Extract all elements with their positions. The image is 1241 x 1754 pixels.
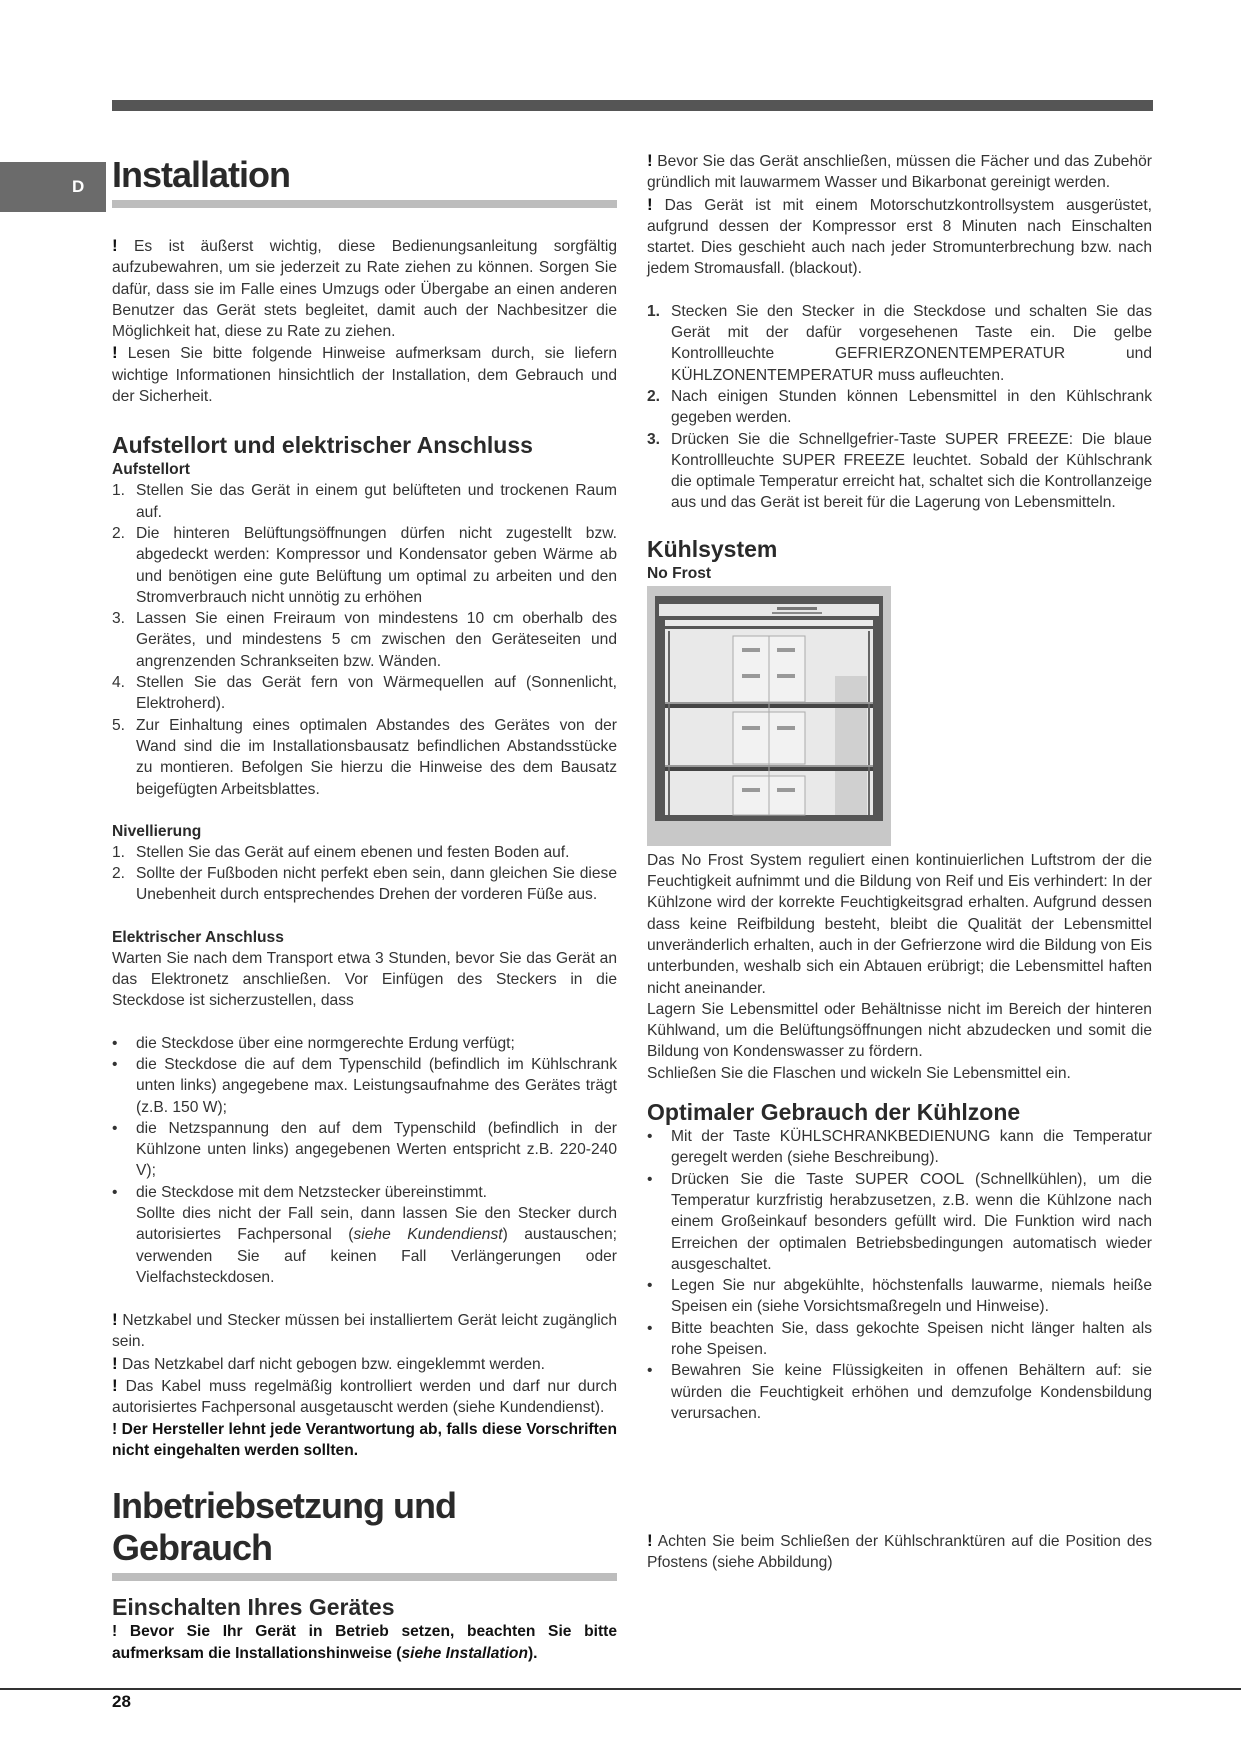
- list-item: 3. Lassen Sie einen Freiraum von mindestens 10 cm oberhalb des Gerätes, und mindestens 5 cm zwischen den Geräteseiten und angrenzenden Schrankseiten bzw. Wänden.: [112, 610, 617, 670]
- nivellierung-heading: Nivellierung: [112, 822, 202, 840]
- kuehlsystem-heading: Kühlsystem: [647, 535, 778, 562]
- fridge-illustration: [647, 586, 891, 846]
- einschalten-heading: Einschalten Ihres Gerätes: [112, 1594, 395, 1621]
- title-rule: [112, 1573, 617, 1581]
- list-item: • Legen Sie nur abgekühlte, höchstenfalls lauwarme, niemals heiße Speisen ein (siehe Vorsichtsmaßregeln und Hinweise).: [647, 1277, 1152, 1316]
- title-rule: [112, 200, 617, 208]
- inbetrieb-title: Inbetriebsetzung und Gebrauch: [112, 1485, 456, 1569]
- language-tab-label: D: [72, 177, 85, 196]
- no-frost-heading: No Frost: [647, 564, 712, 582]
- right-column: [647, 150, 1152, 1424]
- intro-paragraph-2: ! Lesen Sie bitte folgende Hinweise aufmerksam durch, sie liefern wichtige Informationen hinsichtlich der Installation, dem Gebrauch und der Sicherheit.: [112, 343, 617, 406]
- list-item: 5. Zur Einhaltung eines optimalen Abstandes des Gerätes von der Wand sind die im Installationsbausatz befindlichen Abstandsstücke zu montieren. Befolgen Sie hierzu die Hinweise des dem Bausatz beigefügten Arbeitsblattes.: [112, 716, 617, 798]
- einschalten-note: ! Bevor Sie Ihr Gerät in Betrieb setzen, beachten Sie bitte aufmerksam die Installationshinweise (siehe Installation).: [112, 1623, 617, 1662]
- nivellierung-list: [112, 842, 617, 906]
- elektrisch-bullets: [112, 1033, 617, 1203]
- list-item: 1. Stellen Sie das Gerät in einem gut belüfteten und trockenen Raum auf.: [112, 482, 617, 521]
- list-item: • Mit der Taste KÜHLSCHRANKBEDIENUNG kann die Temperatur geregelt werden (siehe Beschreibung).: [647, 1128, 1152, 1167]
- door-closing-note: ! Achten Sie beim Schließen der Kühlschranktüren auf die Position des Pfostens (siehe Abbildung): [647, 1531, 1152, 1572]
- right-warning-1: ! Bevor Sie das Gerät anschließen, müssen die Fächer und das Zubehör gründlich mit lauwarmem Wasser und Bikarbonat gereinigt werden.: [647, 151, 1152, 192]
- warning-1: ! Netzkabel und Stecker müssen bei installiertem Gerät leicht zugänglich sein.: [112, 1310, 617, 1351]
- manufacturer-disclaimer: ! Der Hersteller lehnt jede Verantwortung ab, falls diese Vorschriften nicht eingehalten werden sollten.: [112, 1420, 617, 1459]
- aufstellort-list: [112, 480, 617, 799]
- nofrost-paragraph-2: Lagern Sie Lebensmittel oder Behältnisse nicht im Bereich der hinteren Kühlwand, um die Belüftungsöffnungen nicht abzudecken und somit die Bildung von Kondenswasser zu fördern.: [647, 1000, 1152, 1061]
- list-item: • die Netzspannung den auf dem Typenschild (befindlich in der Kühlzone unten links) angegebenen Werten entspricht z.B. 220-240 V);: [112, 1119, 617, 1180]
- list-item: 2. Die hinteren Belüftungsöffnungen dürfen nicht zugestellt bzw. abgedeckt werden: Kompressor und Kondensator geben Wärme ab und benötigen eine gute Belüftung um optimal zu arbeiten und den Stromverbrauch nicht unnötig zu erhöhen: [112, 524, 617, 606]
- elektrisch-intro: Warten Sie nach dem Transport etwa 3 Stunden, bevor Sie das Gerät an das Elektronetz anschließen. Vor Einfügen des Steckers in die Steckdose ist sicherzustellen, dass: [112, 949, 617, 1010]
- list-item: • die Steckdose die auf dem Typenschild (befindlich im Kühlschrank unten links) angegebene max. Leistungsaufnahme des Gerätes trägt (z.B. 150 W);: [112, 1055, 617, 1116]
- warning-2: ! Das Netzkabel darf nicht gebogen bzw. eingeklemmt werden.: [112, 1353, 545, 1373]
- elektrisch-followup: Sollte dies nicht der Fall sein, dann lassen Sie den Stecker durch autorisiertes Fachpersonal (siehe Kundendienst) austauschen; verwenden Sie auf keinen Fall Verlängerungen oder Vielfachsteckdosen.: [136, 1204, 617, 1286]
- list-item: • die Steckdose über eine normgerechte Erdung verfügt;: [112, 1034, 515, 1052]
- list-item: 1. Stellen Sie das Gerät auf einem ebenen und festen Boden auf.: [112, 843, 570, 861]
- right-warning-2: ! Das Gerät ist mit einem Motorschutzkontrollsystem ausgerüstet, aufgrund dessen der Kompressor erst 8 Minuten nach Einschalten startet. Dies geschieht auch nach jeder Stromunterbrechung bzw. nach jedem Stromausfall. (blackout).: [647, 194, 1152, 278]
- nofrost-paragraph-3: Schließen Sie die Flaschen und wickeln Sie Lebensmittel ein.: [647, 1064, 1071, 1082]
- fridge-interior-svg: [647, 586, 891, 846]
- language-tab: [0, 162, 106, 212]
- list-item: 2. Sollte der Fußboden nicht perfekt eben sein, dann gleichen Sie diese Unebenheit durch entsprechendes Drehen der vorderen Füße aus.: [112, 865, 617, 904]
- list-item: • die Steckdose mit dem Netzstecker übereinstimmt.: [112, 1183, 487, 1201]
- list-item: • Drücken Sie die Taste SUPER COOL (Schnellkühlen), um die Temperatur kurzfristig herabzusetzen, z.B. wenn die Kühlzone nach einem Großeinkauf besonders gefüllt wird. Die Funktion wird nach Erreichen der optimalen Betriebsbedingungen automatisch wieder ausgeschaltet.: [647, 1170, 1152, 1273]
- optimal-use-heading: Optimaler Gebrauch der Kühlzone: [647, 1099, 1021, 1126]
- aufstellort-heading: Aufstellort: [112, 461, 190, 479]
- optimal-use-bullets: [647, 1126, 1152, 1424]
- list-item: 1. Stecken Sie den Stecker in die Steckdose und schalten Sie das Gerät mit der dafür vorgesehenen Taste ein. Die gelbe Kontrollleuchte GEFRIERZONENTEMPERATUR und KÜHLZONENTEMPERATUR muss aufleuchten.: [647, 302, 1152, 384]
- list-item: 3. Drücken Sie die Schnellgefrier-Taste SUPER FREEZE: Die blaue Kontrollleuchte SUPER FREEZE leuchtet. Sobald der Kühlschrank die optimale Temperatur erreicht hat, schaltet sich die Kontrollanzeige aus und das Gerät ist bereit für die Lagerung von Lebensmitteln.: [647, 430, 1152, 512]
- list-item: 4. Stellen Sie das Gerät fern von Wärmequellen auf (Sonnenlicht, Elektroherd).: [112, 674, 617, 713]
- section-aufstellort-anschluss-heading: Aufstellort und elektrischer Anschluss: [112, 432, 533, 459]
- warning-3: ! Das Kabel muss regelmäßig kontrolliert werden und darf nur durch autorisiertes Fachpersonal ausgetauscht werden (siehe Kundendienst).: [112, 1376, 617, 1417]
- installation-title: Installation: [112, 154, 291, 195]
- top-rule: [112, 100, 1153, 111]
- list-item: • Bewahren Sie keine Flüssigkeiten in offenen Behältern auf: sie würden die Feuchtigkeit erhöhen und demzufolge Kondensbildung verursachen.: [647, 1362, 1152, 1422]
- startup-steps: [647, 301, 1152, 514]
- list-item: • Bitte beachten Sie, dass gekochte Speisen nicht länger halten als rohe Speisen.: [647, 1319, 1152, 1358]
- intro-paragraph-1: ! Es ist äußerst wichtig, diese Bedienungsanleitung sorgfältig aufzubewahren, um sie jederzeit zu Rate ziehen zu können. Sorgen Sie dafür, dass sie im Falle eines Umzugs oder Übergabe an einen anderen Benutzer das Gerät stets begleitet, damit auch der Nachbesitzer die Möglichkeit hat, diese zu Rate zu ziehen.: [112, 236, 617, 341]
- elektrischer-anschluss-heading: Elektrischer Anschluss: [112, 928, 284, 946]
- page-number: 28: [112, 1692, 131, 1711]
- left-column: [112, 150, 617, 1664]
- nofrost-paragraph-1: Das No Frost System reguliert einen kontinuierlichen Luftstrom der die Feuchtigkeit aufnimmt und die Bildung von Reif und Eis verhindert: In der Kühlzone wird der korrekte Feuchtigkeitsgrad erhalten. Aufgrund dessen dass keine Reifbildung besteht, bleibt die Qualität der Lebensmittel unveränderlich erhalten, auch in der Gefrierzone wird die Bildung von Eis unterbunden, weshalb sich ein Abtauen erübrigt; die Lebensmittel haften nicht aneinander.: [647, 851, 1152, 997]
- footer-rule: [0, 1688, 1241, 1690]
- list-item: 2. Nach einigen Stunden können Lebensmittel in den Kühlschrank gegeben werden.: [647, 387, 1152, 427]
